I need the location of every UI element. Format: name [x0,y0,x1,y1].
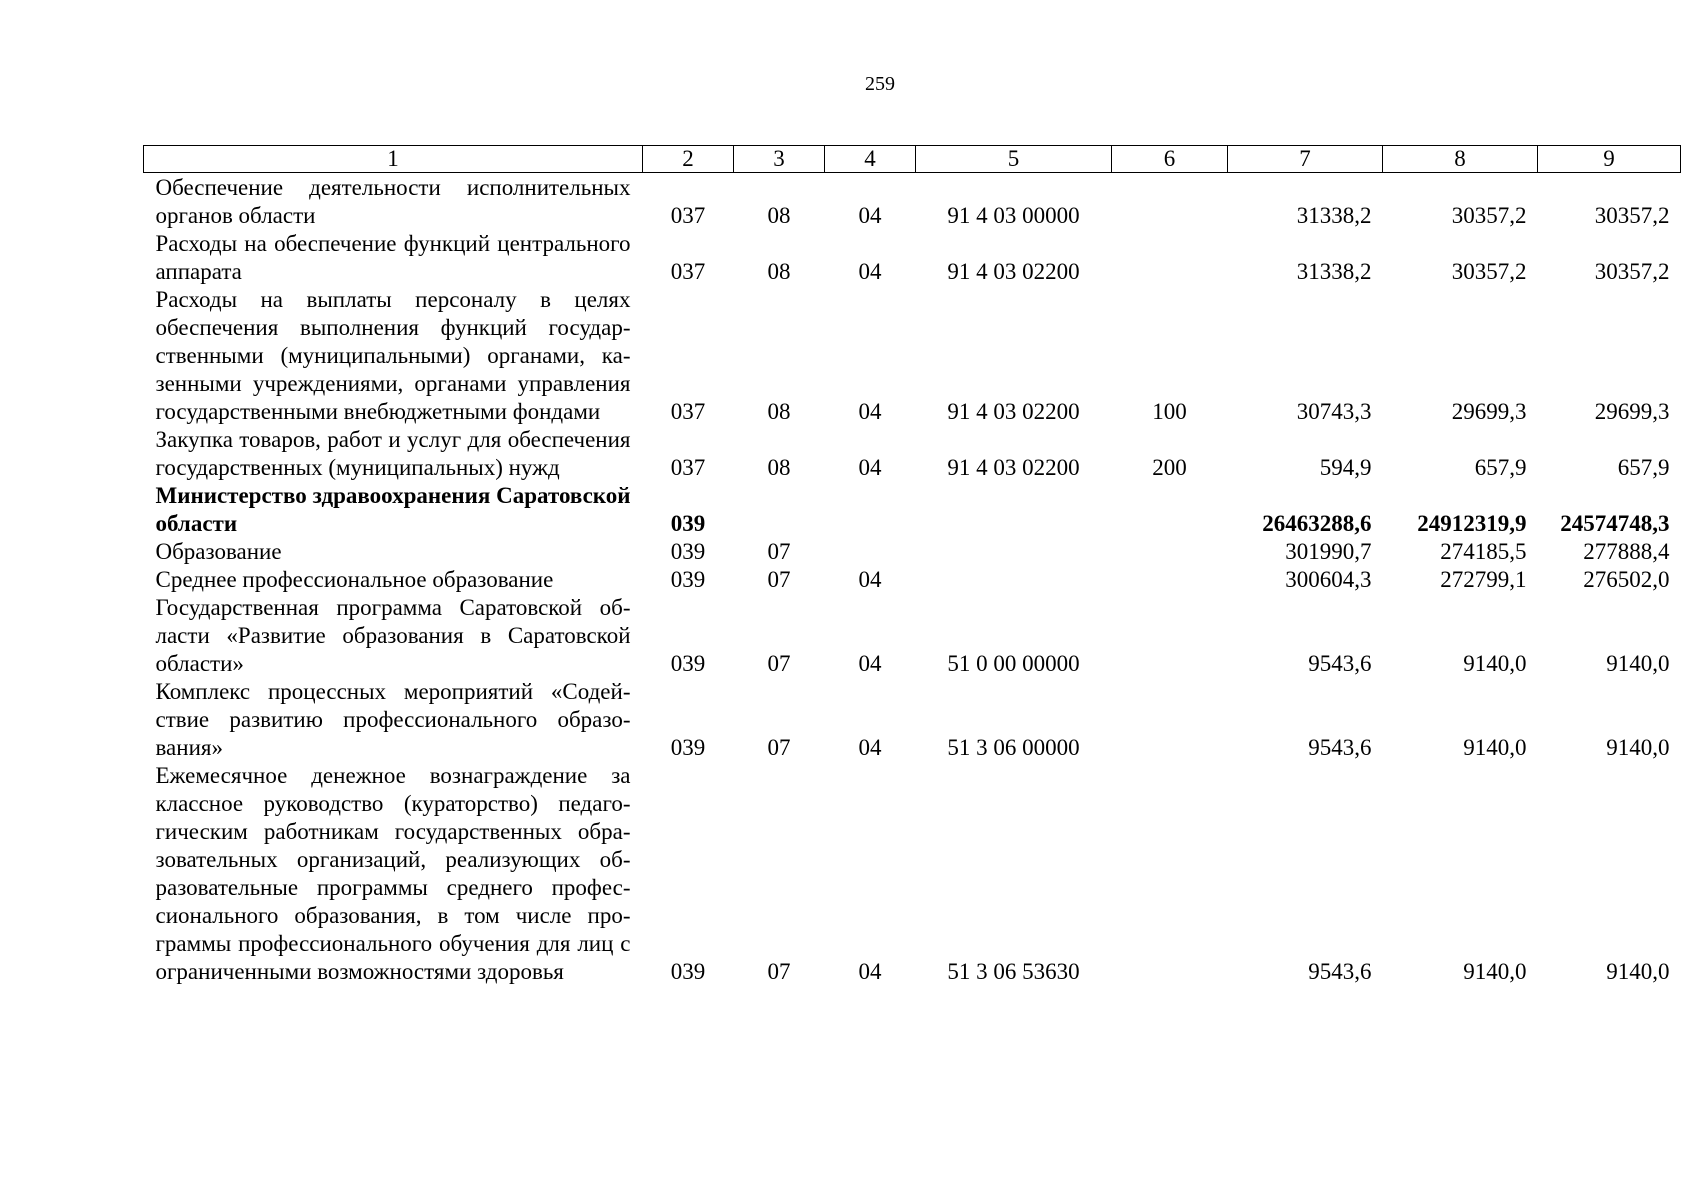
cell-subsection: 04 [858,399,882,424]
cell-amount-col7: 9543,6 [1308,959,1372,984]
cell-subsection: 04 [858,203,882,228]
cell-amount-col9: 276502,0 [1583,567,1670,592]
cell-amount-col9: 9140,0 [1606,651,1670,676]
cell-amount-col7: 26463288,6 [1262,511,1372,536]
cell-department-code: 037 [670,399,706,424]
header-col-6: 6 [1112,146,1228,173]
cell-amount-col7: 9543,6 [1308,735,1372,760]
cell-amount-col9: 24574748,3 [1560,511,1670,536]
cell-section [734,482,825,538]
table-body [144,173,1681,987]
table-row [144,230,1681,286]
cell-department-code: 039 [670,735,706,760]
cell-department-code: 037 [670,455,706,480]
cell-amount-col9: 277888,4 [1583,539,1670,564]
cell-section: 07 [767,651,791,676]
budget-table [143,145,1681,986]
cell-description: Обеспечение деятельности исполнительных органов области [155,175,631,228]
cell-description: Государственная программа Саратовской области «Развитие образования в Саратовской области» [155,595,631,676]
cell-amount-col7: 301990,7 [1285,539,1372,564]
cell-department-code: 039 [670,959,706,984]
table-row [144,286,1681,426]
cell-department-code: 039 [670,651,706,676]
cell-subsection: 04 [858,651,882,676]
cell-description: Комплекс процессных мероприятий «Содействие развитию профессионального образования» [155,679,631,760]
cell-amount-col7: 9543,6 [1308,651,1372,676]
cell-subsection: 04 [858,959,882,984]
cell-description: Закупка товаров, работ и услуг для обеспечения государственных (муниципальных) нужд [155,427,631,480]
cell-target-article: 91 4 03 02200 [947,455,1080,480]
cell-expense-type [1112,762,1228,986]
cell-amount-col8: 30357,2 [1451,259,1527,284]
cell-amount-col9: 30357,2 [1594,259,1670,284]
cell-description: Образование [155,539,282,564]
cell-expense-type [1112,538,1228,566]
cell-target-article [916,538,1112,566]
table-row [144,173,1681,231]
cell-target-article: 91 4 03 00000 [947,203,1080,228]
cell-target-article: 51 3 06 00000 [947,735,1080,760]
table-row [144,566,1681,594]
cell-section: 07 [767,959,791,984]
header-col-9: 9 [1538,146,1681,173]
cell-description: Расходы на выплаты персоналу в целях обеспечения выполнения функций государственными (муниципальными) органами, казенными учреждениями, органами управления государственными внебюджетными фондами [155,287,631,424]
cell-expense-type [1112,173,1228,231]
header-col-1: 1 [144,146,643,173]
cell-description: Расходы на обеспечение функций центрального аппарата [155,231,631,284]
cell-amount-col8: 9140,0 [1463,651,1527,676]
cell-subsection: 04 [858,735,882,760]
cell-expense-type [1112,566,1228,594]
cell-amount-col9: 29699,3 [1594,399,1670,424]
cell-section: 08 [767,259,791,284]
cell-target-article: 91 4 03 02200 [947,399,1080,424]
cell-section: 08 [767,203,791,228]
cell-amount-col8: 274185,5 [1440,539,1527,564]
cell-amount-col9: 657,9 [1617,455,1670,480]
cell-amount-col8: 9140,0 [1463,959,1527,984]
cell-department-code: 039 [670,567,706,592]
cell-description: Среднее профессиональное образование [155,567,554,592]
cell-amount-col8: 9140,0 [1463,735,1527,760]
cell-target-article [916,482,1112,538]
cell-department-code: 037 [670,203,706,228]
header-col-7: 7 [1228,146,1383,173]
table-row [144,762,1681,986]
cell-section: 07 [767,735,791,760]
cell-subsection: 04 [858,567,882,592]
cell-description: Министерство здравоохранения Саратовской области [155,483,631,536]
cell-department-code: 039 [670,539,706,564]
cell-amount-col7: 594,9 [1319,455,1372,480]
cell-subsection [825,482,916,538]
cell-section: 08 [767,399,791,424]
cell-subsection: 04 [858,259,882,284]
cell-expense-type [1112,230,1228,286]
cell-target-article [916,566,1112,594]
cell-amount-col7: 31338,2 [1296,203,1372,228]
table-row [144,482,1681,538]
cell-department-code: 037 [670,259,706,284]
cell-expense-type: 200 [1152,455,1187,480]
cell-expense-type [1112,482,1228,538]
cell-amount-col8: 272799,1 [1440,567,1527,592]
cell-amount-col8: 29699,3 [1451,399,1527,424]
table-row [144,426,1681,482]
table-row [144,594,1681,678]
cell-expense-type: 100 [1152,399,1187,424]
cell-amount-col7: 31338,2 [1296,259,1372,284]
cell-amount-col8: 24912319,9 [1417,511,1527,536]
cell-section: 07 [767,539,791,564]
table-row [144,538,1681,566]
cell-amount-col9: 30357,2 [1594,203,1670,228]
cell-subsection: 04 [858,455,882,480]
cell-department-code: 039 [670,511,706,536]
header-col-8: 8 [1383,146,1538,173]
header-col-5: 5 [916,146,1112,173]
cell-amount-col9: 9140,0 [1606,735,1670,760]
cell-target-article: 51 0 00 00000 [947,651,1080,676]
cell-target-article: 91 4 03 02200 [947,259,1080,284]
cell-target-article: 51 3 06 53630 [947,959,1080,984]
cell-section: 08 [767,455,791,480]
table-header [144,146,1681,173]
cell-section: 07 [767,567,791,592]
cell-description: Ежемесячное денежное вознаграждение за классное руководство (кураторство) педагогическим работникам государственных образовательных организаций, реализующих образовательные программы среднего профессионального образования, в том числе программы профессионального обучения для лиц с ограниченными возможностями здоровья [155,763,631,984]
cell-amount-col9: 9140,0 [1606,959,1670,984]
cell-amount-col7: 300604,3 [1285,567,1372,592]
header-col-2: 2 [643,146,734,173]
cell-amount-col8: 30357,2 [1451,203,1527,228]
cell-subsection [825,538,916,566]
cell-expense-type [1112,678,1228,762]
header-col-4: 4 [825,146,916,173]
header-row [144,146,1681,173]
page-number: 259 [865,73,895,95]
header-col-3: 3 [734,146,825,173]
cell-expense-type [1112,594,1228,678]
cell-amount-col7: 30743,3 [1296,399,1372,424]
cell-amount-col8: 657,9 [1474,455,1527,480]
table-row [144,678,1681,762]
